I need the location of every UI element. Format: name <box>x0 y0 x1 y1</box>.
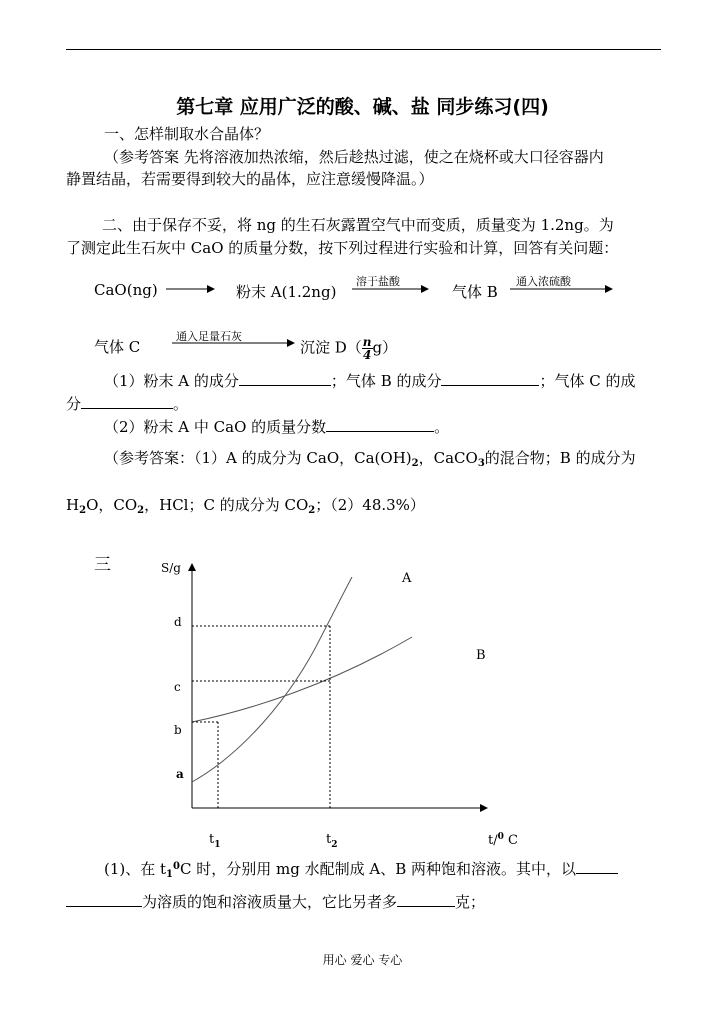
q3-label: 三 <box>94 555 111 575</box>
blank-solute-part1[interactable] <box>576 859 618 874</box>
fraction-denominator: 4 <box>362 348 372 362</box>
flow-gas-b: 气体 B <box>452 283 498 301</box>
page-footer: 用心 爱心 专心 <box>322 953 403 967</box>
blank-gas-c[interactable] <box>81 394 173 409</box>
q3-sub1-text-a: (1)、在 t <box>104 860 167 878</box>
flow-step1-label: 溶于盐酸 <box>356 275 400 288</box>
sub2-label: （2）粉末 A 中 CaO 的质量分数 <box>104 418 327 436</box>
blank-cao-fraction[interactable] <box>326 417 434 432</box>
q2-sub1-line1 <box>104 370 636 391</box>
y-tick-d: d <box>174 615 182 629</box>
answer-hcl: ，HCl；C 的成分为 CO <box>144 496 309 514</box>
sub1-gas-c-label: ；气体 C 的成 <box>539 372 636 390</box>
precipitate-unit: g） <box>372 338 398 357</box>
q3-sub1-sup: 0 <box>173 861 180 872</box>
answer-co2-sub: 2 <box>308 505 316 516</box>
precipitate-text: 沉淀 D（ <box>300 338 362 357</box>
answer-sub-3: 3 <box>477 458 485 469</box>
sub2-end-mark: 。 <box>434 418 450 436</box>
q2-answer-line2 <box>66 494 425 516</box>
solubility-chart <box>0 540 725 860</box>
answer-text-3: 的混合物；B 的成分为 <box>484 449 636 467</box>
answer-o-co: O，CO <box>86 496 138 514</box>
y-tick-b: b <box>174 723 182 737</box>
answer-text-2: ，CaCO <box>418 449 478 467</box>
blank-mass-diff[interactable] <box>397 892 455 907</box>
fraction-numerator: n <box>362 335 372 349</box>
q1-answer-line1: （参考答案 先将溶液加热浓缩，然后趁热过滤，使之在烧杯或大口径容器内 <box>104 148 604 166</box>
sub1-end-mark: 。 <box>173 395 189 413</box>
answer-h-sub: 2 <box>79 505 87 516</box>
q3-sub1-text-b: C 时，分别用 mg 水配制成 A、B 两种饱和溶液。其中，以 <box>179 860 576 878</box>
y-tick-c: c <box>174 680 181 694</box>
q3-sub1-t-sub: 1 <box>166 869 174 880</box>
blank-powder-a[interactable] <box>239 371 331 386</box>
q2-line2: 了测定此生石灰中 CaO 的质量分数，按下列过程进行实验和计算，回答有关问题： <box>66 239 619 257</box>
q3-sub1-text-d: 克； <box>455 893 486 911</box>
curve-b <box>192 637 412 722</box>
y-tick-a: a <box>176 767 184 781</box>
mass-fraction <box>362 336 373 361</box>
answer-text-1: （参考答案：（1）A 的成分为 CaO，Ca(OH) <box>104 449 412 467</box>
flow-precipitate-d <box>300 336 397 361</box>
header-rule <box>66 49 661 50</box>
page-title: 第七章 应用广泛的酸、碱、盐 同步练习(四) <box>176 96 549 118</box>
curve-a-label: A <box>402 571 412 586</box>
answer-sub-2: 2 <box>411 458 419 469</box>
x-tick-t1: $t_1$ <box>209 832 221 850</box>
answer-co-sub: 2 <box>137 505 145 516</box>
blank-solute-part2[interactable] <box>66 892 142 907</box>
flow-powder-a: 粉末 A(1.2ng) <box>236 283 337 301</box>
q2-line1: 二、由于保存不妥，将 ng 的生石灰露置空气中而变质，质量变为 1.2ng。为 <box>102 216 614 234</box>
sub1-powder-label: （1）粉末 A 的成分 <box>104 372 239 390</box>
q2-answer-line1 <box>104 447 636 469</box>
q3-sub1-line2 <box>66 891 485 912</box>
q1-question: 一、怎样制取水合晶体？ <box>104 125 270 143</box>
answer-end: ；（2）48.3%） <box>315 496 425 514</box>
sub1-gas-b-label: ；气体 B 的成分 <box>330 372 442 390</box>
q3-sub1-line1 <box>104 858 618 880</box>
blank-gas-b[interactable] <box>441 371 539 386</box>
q2-sub1-line2 <box>66 393 188 414</box>
q1-answer-line2: 静置结晶，若需要得到较大的晶体，应注意缓慢降温。） <box>66 170 434 188</box>
curve-b-label: B <box>476 648 486 663</box>
sub1-gas-c-cont: 分 <box>66 395 82 413</box>
x-tick-t2: $t_2$ <box>326 832 338 850</box>
q3-sub1-text-c: 为溶质的饱和溶液质量大，它比另者多 <box>142 893 398 911</box>
flow-step3-label: 通入足量石灰 <box>176 330 242 343</box>
x-axis-label: t/$^0$ C <box>488 832 518 848</box>
flow-gas-c: 气体 C <box>94 338 141 356</box>
flow-cao: CaO(ng) <box>94 281 158 299</box>
flow-step2-label: 通入浓硫酸 <box>516 275 571 288</box>
y-axis-label: S/g <box>161 561 181 575</box>
answer-h: H <box>66 496 80 514</box>
q2-sub2 <box>104 416 449 437</box>
